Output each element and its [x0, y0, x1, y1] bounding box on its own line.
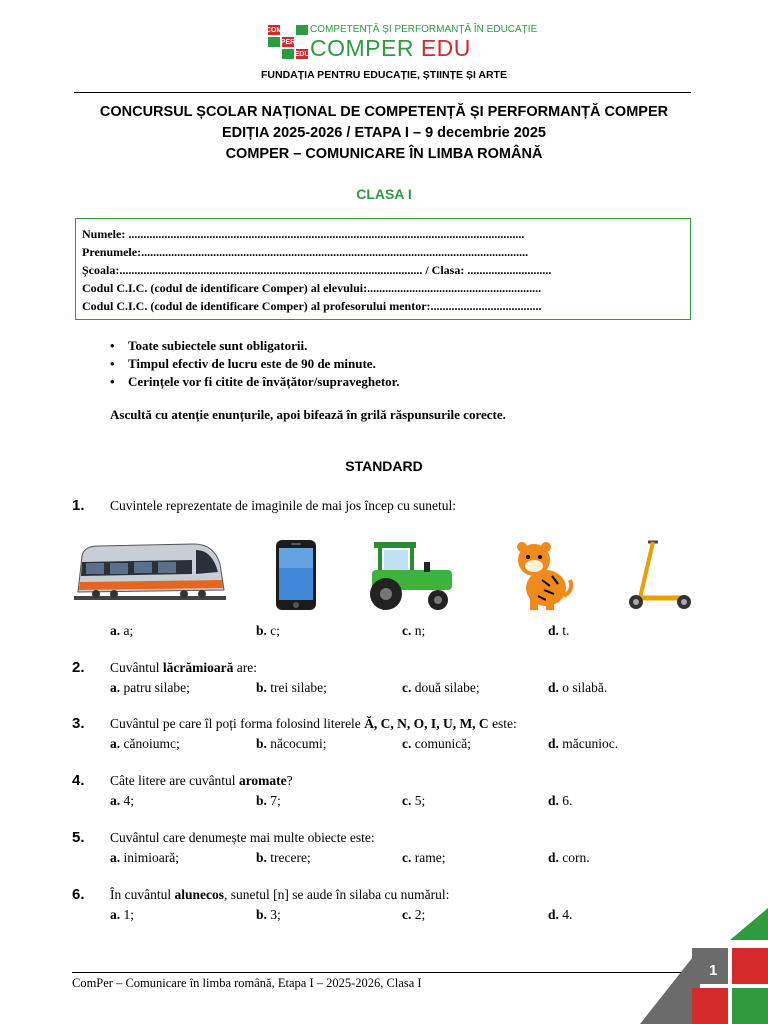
logo-cell: EDU: [294, 50, 310, 58]
answer-option[interactable]: a. inimioară;: [110, 850, 179, 865]
school-class-field[interactable]: Școala:..................................................................................................... / Clasa: ............................: [82, 263, 552, 277]
question-number: 3.: [72, 715, 85, 732]
logo-tagline: COMPETENȚĂ ȘI PERFORMANȚĂ ÎN EDUCAȚIE: [310, 24, 538, 35]
subject-title: COMPER – COMUNICARE ÎN LIMBA ROMÂNĂ: [225, 146, 543, 162]
logo-cell: PER: [280, 38, 296, 46]
train-icon: [74, 538, 226, 610]
rule-item: • Timpul efectiv de lucru este de 90 de minute.: [110, 356, 376, 371]
answer-option[interactable]: c. n;: [402, 623, 426, 638]
footer-divider: [72, 972, 712, 973]
logo-cell: [282, 25, 294, 35]
logo-cell: [268, 37, 280, 47]
contest-title: CONCURSUL ȘCOLAR NAȚIONAL DE COMPETENȚĂ ȘI PERFORMANȚĂ COMPER: [99, 104, 669, 120]
answer-option[interactable]: a. patru silabe;: [110, 680, 190, 695]
header-divider: [74, 92, 691, 93]
question-text: Cuvântul pe care îl poți forma folosind literele Ă, C, N, O, I, U, M, C este:: [110, 716, 517, 731]
page-number: 1: [709, 962, 718, 979]
student-id-box: [75, 218, 691, 320]
question-number: 2.: [72, 659, 85, 676]
bullet-icon: •: [110, 356, 115, 371]
footer-text: ComPer – Comunicare în limba română, Etapa I – 2025-2026, Clasa I: [72, 976, 422, 990]
logo-cell: [296, 25, 308, 35]
answer-option[interactable]: b. năcocumi;: [256, 736, 327, 751]
tractor-icon: [364, 538, 456, 612]
edition-line: EDIȚIA 2025-2026 / ETAPA I – 9 decembrie 2025: [222, 125, 546, 141]
answer-option[interactable]: b. 3;: [256, 907, 281, 922]
answer-option[interactable]: d. 4.: [548, 907, 573, 922]
answer-option[interactable]: d. o silabă.: [548, 680, 608, 695]
answer-option[interactable]: d. măcunioc.: [548, 736, 619, 751]
question-text: Cuvântul care denumește mai multe obiecte este:: [110, 830, 375, 845]
corner-decoration: [640, 908, 768, 1024]
answer-option[interactable]: c. 2;: [402, 907, 426, 922]
name-field[interactable]: Numele: ....................................................................................................................................: [82, 227, 525, 241]
answer-option[interactable]: a. 4;: [110, 793, 135, 808]
answer-option[interactable]: a. cănoiumc;: [110, 736, 180, 751]
class-label: CLASA I: [356, 186, 412, 202]
student-cic-field[interactable]: Codul C.I.C. (codul de identificare Comper) al elevului:..........................................................: [82, 281, 542, 295]
question-text: Câte litere are cuvântul aromate?: [110, 773, 293, 788]
question-number: 6.: [72, 886, 85, 903]
question-number: 1.: [72, 497, 85, 514]
answer-option[interactable]: b. trecere;: [256, 850, 311, 865]
question-text: Cuvântul lăcrămioară are:: [110, 660, 257, 675]
logo-cell: COM: [265, 26, 283, 34]
answer-option[interactable]: d. t.: [548, 623, 570, 638]
logo-cell: [268, 49, 280, 59]
tiger-icon: [512, 540, 576, 610]
question-number: 5.: [72, 829, 85, 846]
answer-option[interactable]: c. rame;: [402, 850, 446, 865]
question-text: Cuvintele reprezentate de imaginile de mai jos încep cu sunetul:: [110, 498, 457, 513]
answer-option[interactable]: c. comunică;: [402, 736, 471, 751]
teacher-cic-field[interactable]: Codul C.I.C. (codul de identificare Comper) al profesorului mentor:.....................................: [82, 299, 542, 313]
logo-cell: [296, 37, 308, 47]
section-title: STANDARD: [345, 458, 423, 474]
brand-name: [310, 35, 471, 62]
answer-option[interactable]: b. 7;: [256, 793, 281, 808]
answer-option[interactable]: a. a;: [110, 623, 134, 638]
rules-list: [110, 338, 400, 392]
answer-option[interactable]: a. 1;: [110, 907, 135, 922]
brand-edu: EDU: [420, 35, 471, 61]
answer-option[interactable]: d. 6.: [548, 793, 573, 808]
foundation-name: FUNDAȚIA PENTRU EDUCAȚIE, ȘTIINȚE ȘI ARTE: [261, 69, 507, 81]
phone-icon: [275, 539, 317, 611]
bullet-icon: •: [110, 374, 115, 389]
comper-logo: [265, 25, 310, 59]
scooter-icon: [624, 538, 692, 612]
surname-field[interactable]: Prenumele:.................................................................................................................................: [82, 245, 529, 259]
rule-item: • Toate subiectele sunt obligatorii.: [110, 338, 308, 353]
brand-comper: COMPER: [310, 35, 414, 61]
logo-cell: [282, 49, 294, 59]
question-number: 4.: [72, 772, 85, 789]
answer-option[interactable]: c. 5;: [402, 793, 426, 808]
instruction-text: Ascultă cu atenție enunțurile, apoi bifează în grilă răspunsurile corecte.: [110, 407, 506, 422]
answer-option[interactable]: d. corn.: [548, 850, 590, 865]
answer-option[interactable]: c. două silabe;: [402, 680, 480, 695]
question-text: În cuvântul alunecos, sunetul [n] se aude în silaba cu numărul:: [110, 887, 450, 902]
rule-item: • Cerințele vor fi citite de învățător/supraveghetor.: [110, 374, 400, 389]
bullet-icon: •: [110, 338, 115, 353]
answer-option[interactable]: b. trei silabe;: [256, 680, 327, 695]
answer-option[interactable]: b. c;: [256, 623, 281, 638]
